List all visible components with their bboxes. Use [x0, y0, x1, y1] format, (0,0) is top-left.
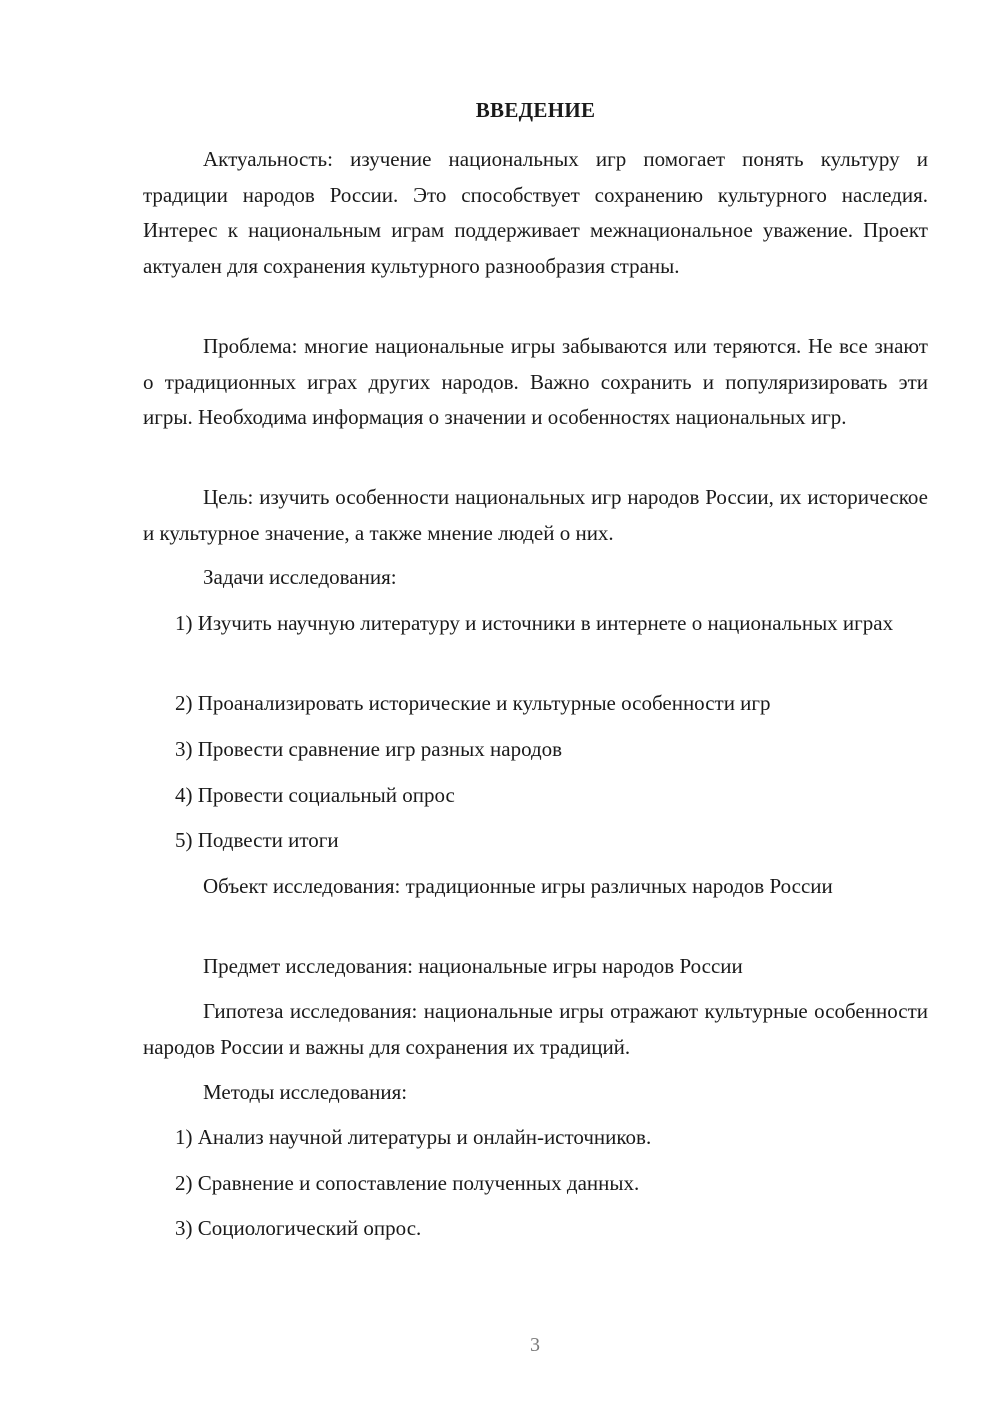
goal-paragraph: Цель: изучить особенности национальных игр народов России, их историческое и культурное значение, а также мнение людей о них. [143, 485, 928, 545]
task-item: 1) Изучить научную литературу и источники в интернете о национальных играх [175, 611, 894, 635]
method-item: 2) Сравнение и сопоставление полученных данных. [175, 1171, 640, 1195]
object-paragraph: Объект исследования: традиционные игры различных народов России [203, 874, 833, 898]
method-item: 3) Социологический опрос. [175, 1216, 422, 1240]
task-item: 2) Проанализировать исторические и культурные особенности игр [175, 691, 771, 715]
task-item: 3) Провести сравнение игр разных народов [175, 737, 563, 761]
problem-paragraph: Проблема: многие национальные игры забываются или теряются. Не все знают о традиционных играх других народов. Важно сохранить и популяризировать эти игры. Необходима информация о значении и особенностях национальных игр. [143, 334, 928, 429]
subject-paragraph: Предмет исследования: национальные игры народов России [203, 954, 743, 978]
task-item: 5) Подвести итоги [175, 828, 339, 852]
tasks-heading: Задачи исследования: [203, 565, 397, 589]
method-item: 1) Анализ научной литературы и онлайн-источников. [175, 1125, 652, 1149]
relevance-paragraph: Актуальность: изучение национальных игр помогает понять культуру и традиции народов России. Это способствует сохранению культурного наследия. Интерес к национальным играм поддерживает межнациональное уважение. Проект актуален для сохранения культурного разнообразия страны. [143, 147, 928, 278]
page-number: 3 [530, 1334, 540, 1356]
hypothesis-paragraph: Гипотеза исследования: национальные игры отражают культурные особенности народов России и важны для сохранения их традиций. [143, 999, 928, 1059]
methods-heading: Методы исследования: [203, 1080, 408, 1104]
page-heading: ВВЕДЕНИЕ [475, 98, 596, 122]
task-item: 4) Провести социальный опрос [175, 783, 455, 807]
